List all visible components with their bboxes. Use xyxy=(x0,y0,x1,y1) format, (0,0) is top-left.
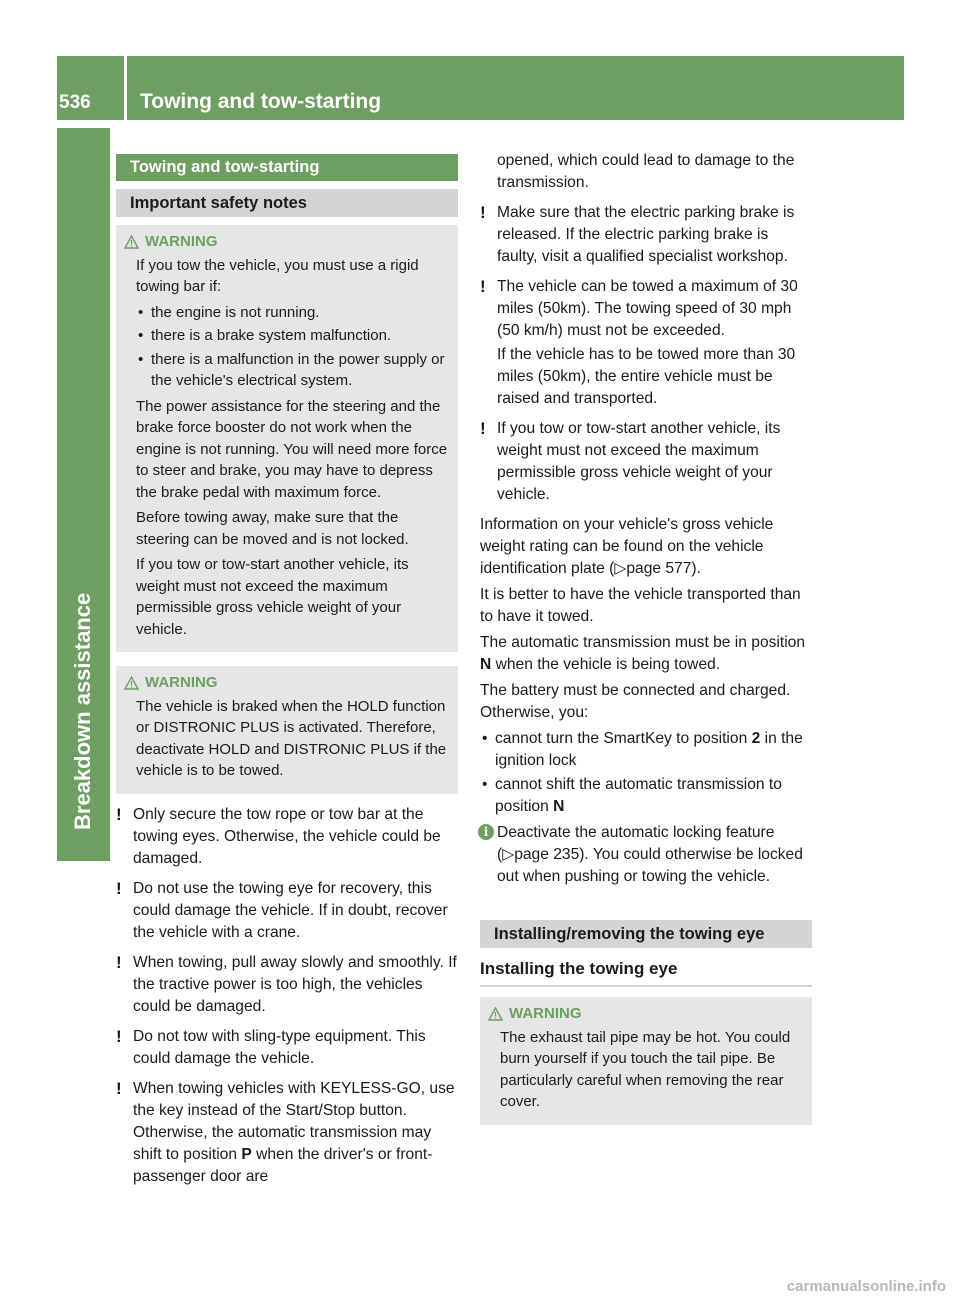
section-title: Installing/removing the towing eye xyxy=(480,920,812,948)
warning-box xyxy=(116,225,458,652)
exclamation-icon: ! xyxy=(116,952,122,972)
body-text: The automatic transmission must be in position xyxy=(480,634,806,651)
exclamation-icon: ! xyxy=(116,878,122,898)
info-note xyxy=(480,822,812,888)
note-text: opened, which could lead to damage to the transmission. xyxy=(497,152,795,191)
exclamation-icon: ! xyxy=(116,1078,122,1098)
header-separator xyxy=(124,56,127,120)
page-reference-link[interactable]: page 235). You could otherwise be locked out when pushing or towing the vehicle. xyxy=(497,846,803,885)
warning-heading xyxy=(488,1003,804,1025)
body-text: in the ignition lock xyxy=(495,730,803,769)
left-column xyxy=(116,154,458,1196)
note-text: When towing vehicles with KEYLESS-GO, use the key instead of the Start/Stop button. Otherwise, the automatic transmission may shift to position xyxy=(133,1079,455,1163)
warning-text: The vehicle is braked when the HOLD function or DISTRONIC PLUS is activated. Therefore, deactivate HOLD and DISTRONIC PLUS if the vehicle is to be towed. xyxy=(136,697,447,779)
subsection-title: Installing the towing eye xyxy=(480,958,812,987)
body-text: Information on your vehicle's gross vehicle weight rating can be found on the vehicle identification plate ( xyxy=(480,516,774,577)
list-item xyxy=(480,774,812,818)
note-text: Do not tow with sling-type equipment. This could damage the vehicle. xyxy=(133,1027,426,1067)
caution-note xyxy=(116,1078,458,1188)
page-reference-link[interactable]: page 577). xyxy=(626,560,701,577)
warning-text: If you tow the vehicle, you must use a rigid towing bar if: xyxy=(136,256,419,295)
right-column xyxy=(480,150,812,1125)
subsection-title: Important safety notes xyxy=(116,189,458,217)
exclamation-icon: ! xyxy=(480,277,486,296)
body-text: when the vehicle is being towed. xyxy=(491,656,721,673)
warning-heading xyxy=(124,231,450,253)
bullet-list xyxy=(480,728,812,818)
warning-text: If you tow or tow-start another vehicle, its weight must not exceed the maximum permissible gross vehicle weight of your vehicle. xyxy=(136,556,409,638)
warning-label: WARNING xyxy=(145,233,218,250)
warning-heading xyxy=(124,672,450,694)
warning-label: WARNING xyxy=(145,674,218,691)
exclamation-icon: ! xyxy=(116,1026,122,1046)
watermark: carmanualsonline.info xyxy=(786,1278,946,1295)
warning-triangle-icon xyxy=(124,235,139,249)
page-number: 536 xyxy=(59,92,91,113)
note-text: when the driver's or front-passenger door are xyxy=(133,1145,433,1185)
warning-box xyxy=(480,997,812,1125)
gear-position: N xyxy=(480,656,492,673)
warning-text: The power assistance for the steering and the brake force booster do not work when the engine is not running. You will need more force to steer and brake, you may have to depress the brake pedal with maximum force. xyxy=(136,397,448,501)
note-text: Make sure that the electric parking brake is released. If the electric parking brake is faulty, visit a qualified specialist workshop. xyxy=(497,204,795,265)
body-paragraph: The battery must be connected and charged. Otherwise, you: xyxy=(480,682,791,721)
page-reference-arrow-icon: ▷ xyxy=(502,846,515,863)
list-item xyxy=(480,728,812,772)
caution-note xyxy=(480,418,812,506)
note-text: Do not use the towing eye for recovery, this could damage the vehicle. If in doubt, recover the vehicle with a crane. xyxy=(133,879,448,941)
list-item: • there is a brake system malfunction. xyxy=(136,325,450,347)
warning-box xyxy=(116,666,458,794)
note-text: Only secure the tow rope or tow bar at the towing eyes. Otherwise, the vehicle could be damaged. xyxy=(133,805,441,867)
body-text: cannot turn the SmartKey to position xyxy=(495,730,752,747)
warning-triangle-icon xyxy=(124,676,139,690)
gear-position: N xyxy=(553,798,565,815)
note-text: Deactivate the automatic locking feature ( xyxy=(497,824,775,863)
body-paragraph xyxy=(480,632,812,676)
caution-note xyxy=(480,202,812,268)
exclamation-icon: ! xyxy=(480,419,486,438)
exclamation-icon: ! xyxy=(480,203,486,222)
list-item: • there is a malfunction in the power supply or the vehicle's electrical system. xyxy=(136,349,450,392)
page-reference-arrow-icon: ▷ xyxy=(614,560,627,577)
header-title: Towing and tow-starting xyxy=(140,90,382,113)
section-title: Towing and tow-starting xyxy=(116,154,458,181)
warning-text: The exhaust tail pipe may be hot. You could burn yourself if you touch the tail pipe. Be particularly careful when removing the rear cover. xyxy=(500,1028,791,1110)
side-tab-label: Breakdown assistance xyxy=(70,592,95,830)
exclamation-icon: ! xyxy=(116,804,122,824)
list-item: • the engine is not running. xyxy=(136,302,450,324)
warning-bullet-list xyxy=(136,302,450,392)
caution-note-continued xyxy=(480,150,812,194)
body-text: cannot shift the automatic transmission to position xyxy=(495,776,782,815)
warning-label: WARNING xyxy=(509,1005,582,1022)
note-text: If the vehicle has to be towed more than 30 miles (50km), the entire vehicle must be raised and transported. xyxy=(497,346,796,407)
info-icon: i xyxy=(478,824,494,840)
caution-note xyxy=(480,276,812,410)
body-paragraph: It is better to have the vehicle transported than to have it towed. xyxy=(480,586,801,625)
warning-triangle-icon xyxy=(488,1007,503,1021)
note-text: When towing, pull away slowly and smoothly. If the tractive power is too high, the vehicles could be damaged. xyxy=(133,953,457,1015)
gear-position: P xyxy=(241,1145,252,1163)
body-paragraph xyxy=(480,514,812,580)
note-text: The vehicle can be towed a maximum of 30 miles (50km). The towing speed of 30 mph (50 km/h) must not be exceeded. xyxy=(497,278,798,339)
warning-text: Before towing away, make sure that the steering can be moved and is not locked. xyxy=(136,509,409,548)
caution-note xyxy=(116,952,458,1018)
key-position: 2 xyxy=(751,730,761,747)
caution-note xyxy=(116,804,458,870)
note-text: If you tow or tow-start another vehicle, its weight must not exceed the maximum permissible gross vehicle weight of your vehicle. xyxy=(497,420,781,503)
caution-note xyxy=(116,1026,458,1070)
caution-note xyxy=(116,878,458,944)
